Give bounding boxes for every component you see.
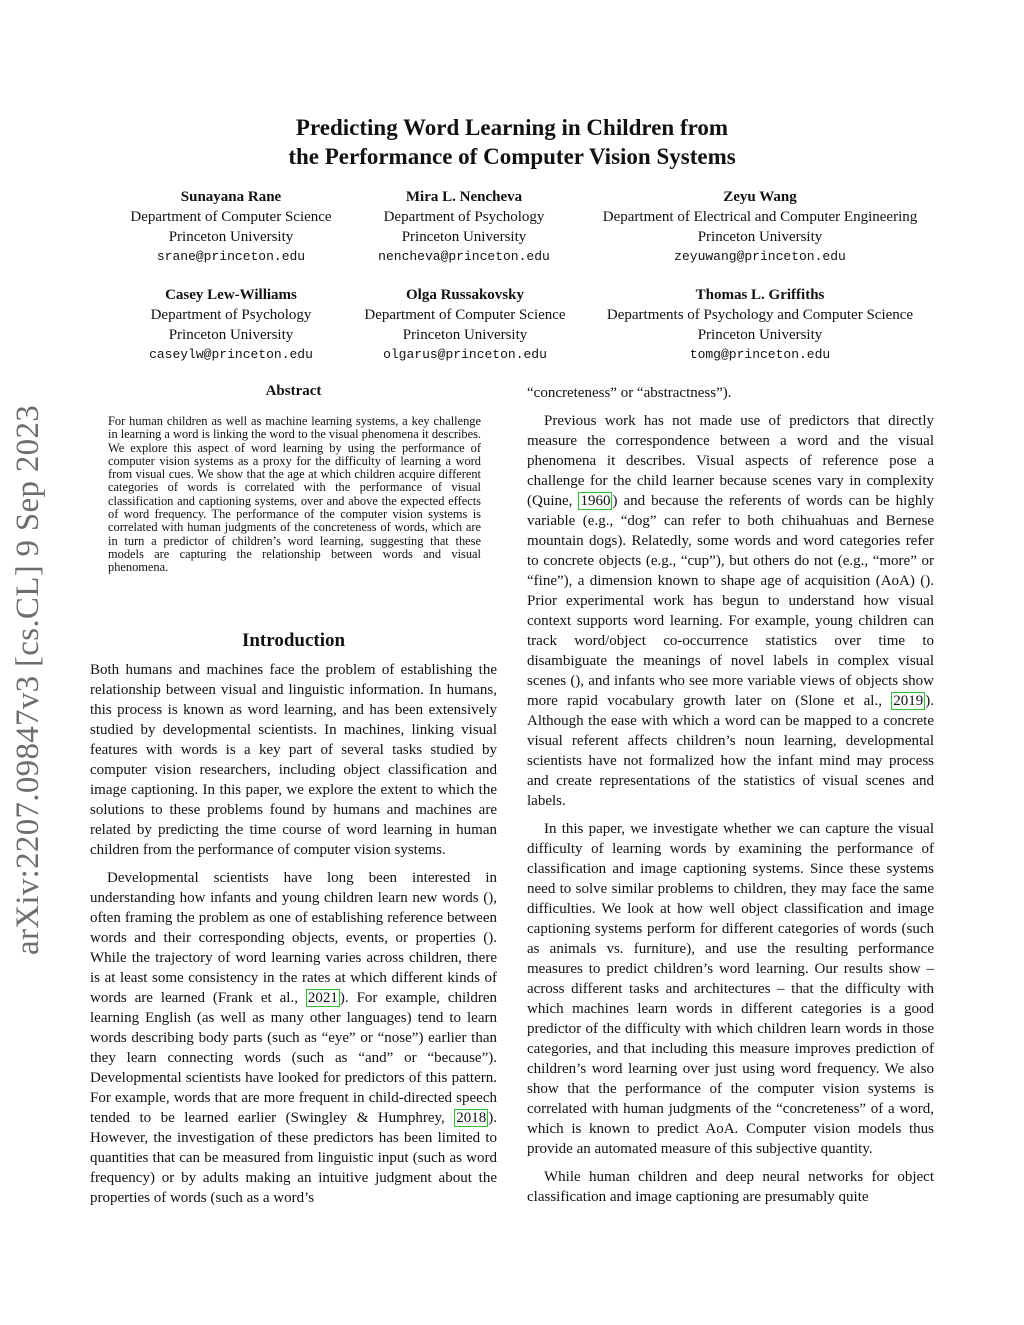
author-block-wang	[584, 187, 936, 267]
author-affiliation: Princeton University	[697, 327, 823, 343]
continued-paragraph: “concreteness” or “abstractness”).	[527, 385, 732, 401]
author-department: Department of Psychology	[383, 209, 545, 225]
intro-paragraph-3	[527, 411, 934, 811]
citation-link[interactable]: 2019	[893, 693, 924, 709]
author-block-nencheva	[368, 187, 560, 267]
author-block-rane	[120, 187, 342, 267]
paragraph-text: ) and because the referents of words can be highly variable (e.g., “dog” can refer to both chihuahuas and Bernese mountain dogs). Relatedly, some words and word categories refer to concrete objects (e.g., “cup”), but others do not (e.g., “more” or “fine”), a dimension known to shape age of acquisition (AoA) (). Prior experimental work has begun to understand how visual context supports word learning. For example, young children can track word/object co-occurrence statistics over time to disambiguate the meanings of novel labels in complex visual scenes (), and infants who see more variable views of objects show more rapid vocabulary growth later on (Slone et al.,	[527, 493, 934, 709]
author-email[interactable]: tomg@princeton.edu	[689, 347, 831, 362]
author-department: Department of Computer Science	[130, 209, 332, 225]
author-email[interactable]: srane@princeton.edu	[156, 249, 306, 264]
author-block-lew-williams	[120, 285, 342, 365]
author-department: Department of Computer Science	[364, 307, 566, 323]
paragraph-text: ). However, the investigation of these predictors has been limited to quantities that can be measured from linguistic input (such as word frequency) or by adults making an intuitive judgment about the properties of words (such as a word’s	[90, 1110, 497, 1206]
paper-title	[150, 113, 874, 171]
author-block-russakovsky	[352, 285, 578, 365]
author-affiliation: Princeton University	[402, 327, 528, 343]
paragraph-text: Developmental scientists have long been interested in understanding how infants and young children learn new words (), often framing the problem as one of establishing reference between words and their corresponding objects, events, or properties (). While the trajectory of word learning varies across children, there is at least some consistency in the rates at which different kinds of words are learned (Frank et al.,	[90, 870, 497, 1006]
author-name: Zeyu Wang	[723, 189, 797, 205]
title-line-2: the Performance of Computer Vision Systems	[288, 144, 736, 169]
paragraph-text: Previous work has not made use of predictors that directly measure the correspondence between a word and the visual phenomena it describes. Visual aspects of reference pose a challenge for the child learner because scenes vary in complexity (Quine,	[527, 413, 934, 509]
intro-paragraph-2	[90, 868, 497, 1208]
intro-paragraph-5: While human children and deep neural networks for object classification and image captioning are presumably quite	[527, 1169, 934, 1205]
author-affiliation: Princeton University	[401, 229, 527, 245]
author-name: Mira L. Nencheva	[405, 189, 523, 205]
abstract-heading: Abstract	[265, 383, 322, 399]
author-department: Department of Psychology	[150, 307, 312, 323]
introduction-heading: Introduction	[241, 630, 346, 651]
author-email[interactable]: zeyuwang@princeton.edu	[674, 249, 846, 264]
citation-link[interactable]: 1960	[580, 493, 611, 509]
author-affiliation: Princeton University	[697, 229, 823, 245]
author-department: Departments of Psychology and Computer Science	[606, 307, 914, 323]
author-name: Thomas L. Griffiths	[695, 287, 825, 303]
paragraph-text: ). Although the ease with which a word can be mapped to a concrete visual referent affects children’s noun learning, developmental scientists have not formalized how the infant mind may process and create representations of the statistics of visual scenes and labels.	[527, 693, 934, 809]
author-affiliation: Princeton University	[168, 327, 294, 343]
title-line-1: Predicting Word Learning in Children from	[295, 115, 729, 140]
author-email[interactable]: caseylw@princeton.edu	[149, 347, 313, 362]
paragraph-text: ). For example, children learning English (as well as many other languages) tend to learn words describing body parts (such as “eye” or “nose”) earlier than they learn connecting words (such as “and” or “because”). Developmental scientists have looked for predictors of this pattern. For example, words that are more frequent in child-directed speech tended to be learned earlier (Swingley & Humphrey,	[90, 990, 497, 1126]
right-column-body	[527, 383, 934, 1215]
intro-paragraph-4: In this paper, we investigate whether we can capture the visual difficulty of learning words by examining the performance of classification and image captioning systems. Since these systems need to solve similar problems to children, they may face the same difficulties. We look at how well object classification and image captioning systems perform for different categories of words (such as animals vs. furniture), and use the resulting performance measures to predict children’s word learning. Our results show – across different tasks and architectures – that the difficulty with which machines learn words in different categories is a good predictor of the difficulty with which children learn words in those categories, and that including this measure improves prediction of children’s word learning over just using word frequency. We also show that the performance of the computer vision systems is correlated with human judgments of the “concreteness” of a word, which is known to predict AoA. Computer vision models thus provide an automated measure of this subjective quantity.	[527, 821, 934, 1157]
author-name: Sunayana Rane	[180, 189, 282, 205]
author-block-griffiths	[588, 285, 932, 365]
citation-link[interactable]: 2018	[456, 1110, 487, 1126]
citation-link[interactable]: 2021	[307, 990, 338, 1006]
author-email[interactable]: nencheva@princeton.edu	[378, 249, 550, 264]
author-name: Casey Lew-Williams	[165, 287, 297, 303]
intro-paragraph-1: Both humans and machines face the problem of establishing the relationship between visual and linguistic information. In humans, this process is known as word learning, and has been extensively studied by developmental scientists. In machines, linking visual features with words is a key part of several tasks studied by computer vision researchers, including object classification and image captioning. In this paper, we explore the extent to which the solutions to these problems found by humans and machines are related by predicting the time course of word learning in human children from the performance of computer vision systems.	[90, 662, 497, 858]
author-affiliation: Princeton University	[168, 229, 294, 245]
arxiv-identifier-stamp: arXiv:2207.09847v3 [cs.CL] 9 Sep 2023	[10, 404, 46, 955]
left-column-body	[90, 660, 497, 1216]
author-department: Department of Electrical and Computer Engineering	[602, 209, 918, 225]
author-name: Olga Russakovsky	[406, 287, 524, 303]
abstract-text: For human children as well as machine learning systems, a key challenge in learning a word is linking the word to the visual phenomena it describes. We explore this aspect of word learning by using the performance of computer vision systems as a proxy for the difficulty of learning a word from visual cues. We show that the age at which children acquire different categories of words is correlated with the performance of visual classification and captioning systems, over and above the expected effects of word frequency. The performance of the computer vision systems is correlated with human judgments of the concreteness of words, which are in turn a predictor of children’s word learning, suggesting that these models are capturing the relationship between words and visual phenomena.	[108, 414, 482, 575]
author-email[interactable]: olgarus@princeton.edu	[383, 347, 547, 362]
